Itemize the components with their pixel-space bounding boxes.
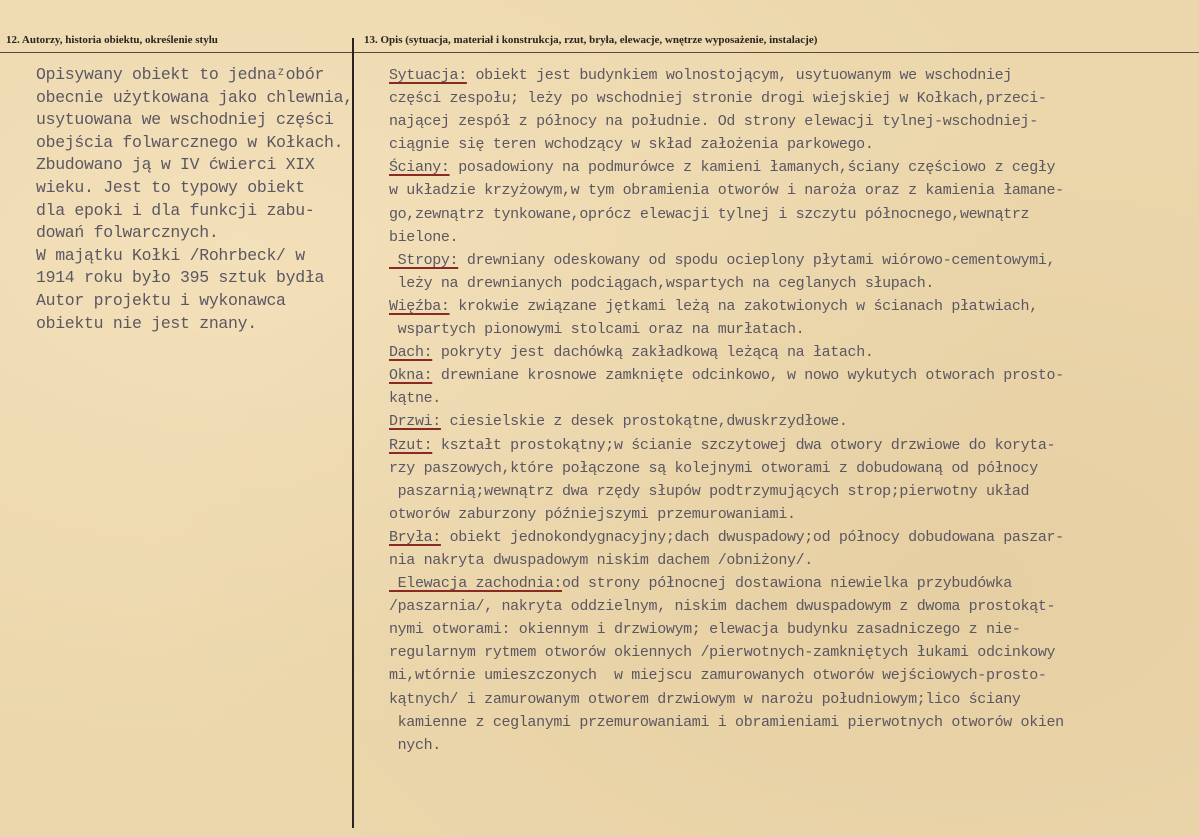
line-text: bielone. (389, 228, 459, 246)
text-line (389, 526, 1195, 549)
line-text: ciągnie się teren wchodzący w skład założenia parkowego. (389, 136, 874, 154)
section-12-header: 12. Autorzy, historia obiektu, określenie stylu (6, 34, 218, 46)
text-line: W majątku Kołki /Rohrbeck/ w (36, 245, 305, 265)
authors-history-column (36, 64, 366, 335)
text-line (389, 249, 1195, 272)
text-line (389, 318, 1195, 341)
line-text: od strony północnej dostawiona niewielka przybudówka (562, 575, 1012, 593)
line-text: pokryty jest dachówką zakładkową leżącą na łatach. (432, 344, 874, 362)
text-line (389, 341, 1195, 364)
text-line (389, 457, 1195, 480)
section-label: Okna: (389, 367, 433, 385)
line-text: drewniane krosnowe zamknięte odcinkowo, w nowo wykutych otworach prosto- (432, 367, 1064, 385)
text-line (389, 364, 1195, 387)
text-line (389, 734, 1195, 757)
line-text: kątnych/ i zamurowanym otworem drzwiowym w narożu południowym;lico ściany (389, 690, 1021, 708)
text-line: obejścia folwarcznego w Kołkach. (36, 132, 344, 152)
text-line (389, 295, 1195, 318)
line-text: otworów zaburzony późniejszymi przemurowaniami. (389, 505, 796, 523)
line-text: paszarnią;wewnątrz dwa rzędy słupów podtrzymujących strop;pierwotny układ (389, 482, 1030, 500)
line-text: rzy paszowych,które połączone są kolejnymi otworami z dobudowaną od północy (389, 459, 1038, 477)
line-text: go,zewnątrz tynkowane,oprócz elewacji tylnej i szczytu północnego,wewnątrz (389, 205, 1030, 223)
line-text: w układzie krzyżowym,w tym obramienia otworów i naroża oraz z kamienia łamane- (389, 182, 1064, 200)
text-line (389, 133, 1195, 156)
text-line (389, 618, 1195, 641)
line-text: kątne. (389, 390, 441, 408)
section-label: Sytuacja: (389, 67, 467, 84)
text-line (389, 480, 1195, 503)
line-text: nającej zespół z północy na południe. Od strony elewacji tylnej-wschodniej- (389, 113, 1038, 131)
section-label: Ściany: (389, 159, 450, 177)
section-label: Dach: (389, 344, 433, 362)
text-line (389, 64, 1195, 87)
line-text: krokwie związane jętkami leżą na zakotwionych w ścianach płatwiach, (449, 297, 1038, 315)
text-line: obecnie użytkowana jako chlewnia, (36, 87, 353, 107)
text-line: wieku. Jest to typowy obiekt (36, 177, 305, 197)
line-text: leży na drewnianych podciągach,wspartych na ceglanych słupach. (389, 274, 935, 292)
text-line: obiektu nie jest znany. (36, 313, 257, 333)
text-line (389, 595, 1195, 618)
text-line (389, 503, 1195, 526)
line-text: drewniany odeskowany od spodu ocieplony płytami wiórowo-cementowymi, (458, 251, 1056, 269)
text-line (389, 641, 1195, 664)
text-line (389, 203, 1195, 226)
text-line (389, 179, 1195, 202)
line-text: nymi otworami: okiennym i drzwiowym; elewacja budynku zasadniczego z nie- (389, 621, 1021, 639)
section-label: Rzut: (389, 436, 433, 454)
line-text: nych. (389, 736, 441, 754)
text-line (389, 664, 1195, 687)
section-label: Elewacja zachodnia: (389, 575, 563, 593)
line-text: nia nakryta dwuspadowym niskim dachem /obniżony/. (389, 551, 813, 569)
section-label: Więźba: (389, 297, 450, 315)
text-line: Zbudowano ją w IV ćwierci XIX (36, 155, 315, 175)
text-line (389, 434, 1195, 457)
text-line: Autor projektu i wykonawca (36, 290, 286, 310)
section-label: Stropy: (389, 251, 459, 269)
text-line (389, 156, 1195, 179)
text-line (389, 87, 1195, 110)
text-line (389, 272, 1195, 295)
line-text: obiekt jest budynkiem wolnostojącym, usytuowanym we wschodniej (466, 67, 1012, 84)
text-line (389, 226, 1195, 249)
line-text: posadowiony na podmurówce z kamieni łamanych,ściany częściowo z cegły (449, 159, 1056, 177)
line-text: części zespołu; leży po wschodniej stronie drogi wiejskiej w Kołkach,przeci- (389, 90, 1047, 108)
section-label: Drzwi: (389, 413, 441, 431)
line-text: /paszarnia/, nakryta oddzielnym, niskim dachem dwuspadowym z dwoma prostokąt- (389, 598, 1056, 616)
text-line (389, 410, 1195, 433)
line-text: obiekt jednokondygnacyjny;dach dwuspadowy;od północy dobudowana paszar- (440, 528, 1064, 546)
text-line (389, 549, 1195, 572)
text-line (389, 688, 1195, 711)
text-line: Opisywany obiekt to jednaᶻobór (36, 65, 325, 84)
section-13-header: 13. Opis (sytuacja, materiał i konstrukcja, rzut, bryła, elewacje, wnętrze wyposażenie, instalacje) (364, 34, 818, 46)
section-label: Bryła: (389, 528, 441, 546)
text-line: dowań folwarcznych. (36, 223, 219, 243)
line-text: ciesielskie z desek prostokątne,dwuskrzydłowe. (440, 413, 848, 431)
description-column (389, 64, 1195, 757)
line-text: kamienne z ceglanymi przemurowaniami i obramieniami pierwotnych otworów okien (389, 713, 1064, 731)
text-line: dla epoki i dla funkcji zabu- (36, 200, 315, 220)
line-text: kształt prostokątny;w ścianie szczytowej dwa otwory drzwiowe do koryta- (432, 436, 1056, 454)
header-rule (0, 52, 1199, 53)
text-line: 1914 roku było 395 sztuk bydła (36, 268, 325, 288)
line-text: mi,wtórnie umieszczonych w miejscu zamurowanych otworów wejściowych-prosto- (389, 667, 1047, 685)
text-line (389, 572, 1195, 595)
text-line (389, 110, 1195, 133)
line-text: regularnym rytmem otworów okiennych /pierwotnych-zamkniętych łukami odcinkowy (389, 644, 1056, 662)
line-text: wspartych pionowymi stolcami oraz na murłatach. (389, 321, 805, 339)
text-line (389, 387, 1195, 410)
text-line: usytuowana we wschodniej części (36, 110, 334, 130)
text-line (389, 711, 1195, 734)
